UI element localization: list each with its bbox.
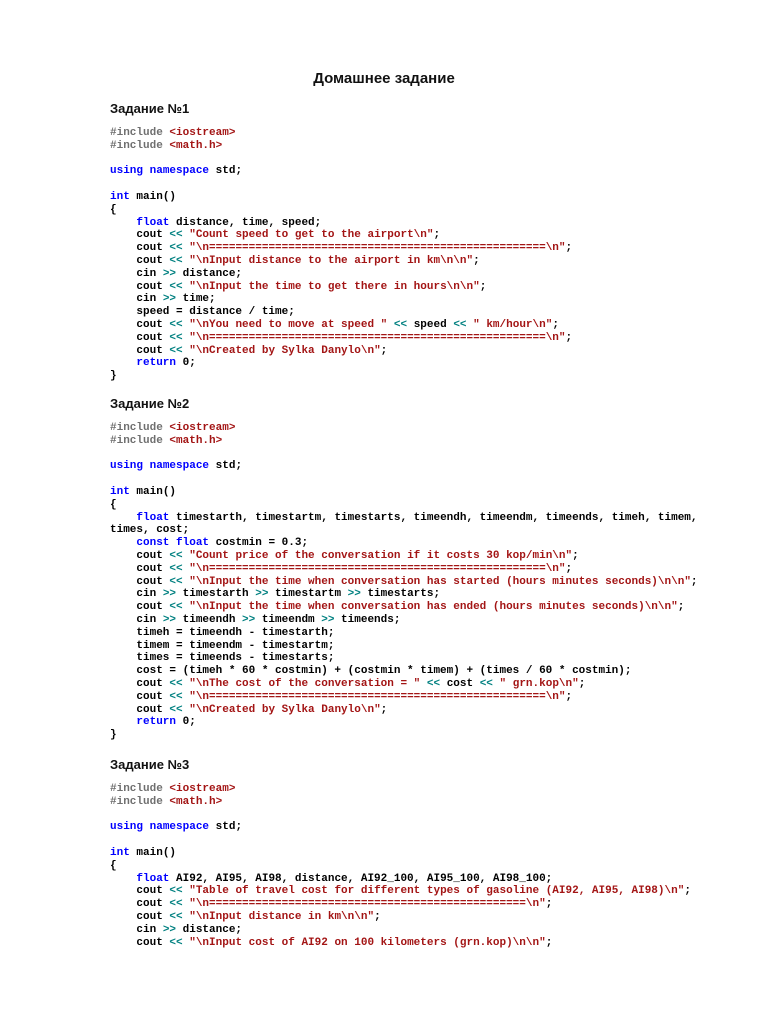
code-line xyxy=(110,127,572,140)
code-token: " km/hour\n" xyxy=(473,318,553,331)
code-token: { xyxy=(110,203,117,216)
code-token: << xyxy=(169,229,183,242)
code-token: std; xyxy=(209,821,243,834)
code-token: << xyxy=(169,331,183,344)
code-token: #include xyxy=(110,127,170,139)
code-token: >> xyxy=(162,588,177,601)
code-token: << xyxy=(169,549,183,562)
code-token: "\n================================================\n" xyxy=(189,898,546,911)
code-line xyxy=(110,704,698,717)
code-token: times = timeends - timestarts; xyxy=(110,652,335,665)
task-1-heading: Задание №1 xyxy=(110,101,190,116)
code-line xyxy=(110,448,698,461)
code-line xyxy=(110,357,572,370)
code-token xyxy=(110,217,136,229)
code-token: time; xyxy=(176,293,216,306)
code-token: std; xyxy=(209,165,243,178)
code-token: int xyxy=(110,485,130,498)
code-line xyxy=(110,729,698,742)
code-token: timeendh xyxy=(176,613,243,626)
code-line xyxy=(110,911,691,924)
code-token: distance; xyxy=(176,923,243,936)
code-line xyxy=(110,924,691,937)
code-token: namespace xyxy=(149,165,210,178)
document-title: Домашнее задание xyxy=(313,70,455,87)
code-token: times, cost; xyxy=(110,524,190,537)
code-token: "\nYou need to move at speed " xyxy=(189,318,388,331)
code-token: ; xyxy=(572,549,579,562)
code-line xyxy=(110,140,572,153)
code-token: << xyxy=(479,677,493,690)
code-token: distance, time, speed; xyxy=(169,216,322,229)
code-token: main() xyxy=(129,846,177,859)
code-token: { xyxy=(110,498,117,511)
code-line xyxy=(110,345,572,358)
code-token: "Count price of the conversation if it costs 30 kop/min\n" xyxy=(189,549,573,562)
code-line xyxy=(110,576,698,589)
task-2-heading: Задание №2 xyxy=(110,396,190,411)
code-token: int xyxy=(110,190,130,203)
code-line xyxy=(110,860,691,873)
code-token xyxy=(110,357,136,369)
code-token: <math.h> xyxy=(169,139,223,152)
code-token xyxy=(110,716,136,728)
code-line xyxy=(110,678,698,691)
code-line xyxy=(110,614,698,627)
code-token: 0; xyxy=(176,716,196,729)
code-token: <iostream> xyxy=(169,127,236,139)
code-token: main() xyxy=(129,485,177,498)
code-token: "\nInput the time to get there in hours\n\n" xyxy=(189,280,480,293)
code-line xyxy=(110,153,572,166)
code-line xyxy=(110,229,572,242)
code-token: << xyxy=(169,280,183,293)
code-token: AI92, AI95, AI98, distance, AI92_100, AI95_100, AI98_100; xyxy=(169,872,553,885)
code-token: "\n===================================================\n" xyxy=(189,562,566,575)
code-line xyxy=(110,796,691,809)
code-token: >> xyxy=(162,293,177,306)
code-token: cout xyxy=(110,331,170,344)
code-token: >> xyxy=(347,588,361,601)
code-token: << xyxy=(169,910,183,923)
code-token: } xyxy=(110,729,117,742)
code-token: >> xyxy=(242,613,256,626)
code-line xyxy=(110,255,572,268)
code-token: #include xyxy=(110,783,170,795)
code-token: cout xyxy=(110,318,170,331)
code-token: cout xyxy=(110,562,170,575)
code-token: timestarts; xyxy=(360,588,441,601)
code-line xyxy=(110,652,698,665)
code-token: float xyxy=(136,216,170,229)
code-token: cost xyxy=(440,677,480,690)
code-token: ; xyxy=(565,562,573,575)
code-line xyxy=(110,524,698,537)
code-line xyxy=(110,691,698,704)
code-token: cout xyxy=(110,254,170,267)
code-token: cout xyxy=(110,703,170,716)
code-line xyxy=(110,809,691,822)
code-token: "\nInput cost of AI92 on 100 kilometers (grn.kop)\n\n" xyxy=(189,936,546,949)
code-token xyxy=(143,460,150,472)
code-token: >> xyxy=(162,267,177,280)
code-token: return xyxy=(136,716,177,729)
code-token: timestarth xyxy=(176,588,256,601)
code-line xyxy=(110,563,698,576)
code-token xyxy=(110,537,136,549)
code-line xyxy=(110,242,572,255)
code-line xyxy=(110,281,572,294)
code-token: << xyxy=(169,242,183,255)
code-token: << xyxy=(169,575,183,588)
code-token: timestartm xyxy=(268,588,348,601)
code-token: cout xyxy=(110,601,170,614)
code-line xyxy=(110,783,691,796)
code-token: << xyxy=(393,318,408,331)
code-token: "\nThe cost of the conversation = " xyxy=(189,677,421,690)
code-token: ; xyxy=(473,254,480,267)
code-line xyxy=(110,873,691,886)
code-token: 0; xyxy=(176,357,196,370)
code-line xyxy=(110,834,691,847)
code-line xyxy=(110,821,691,834)
code-line xyxy=(110,268,572,281)
code-token: <iostream> xyxy=(169,422,236,434)
code-token: ; xyxy=(380,344,388,357)
code-token: "\nCreated by Sylka Danylo\n" xyxy=(189,344,381,357)
code-token: >> xyxy=(321,613,335,626)
code-token: cout xyxy=(110,575,170,588)
code-token xyxy=(420,678,427,690)
code-token: "\n===================================================\n" xyxy=(189,242,566,255)
code-token: ; xyxy=(565,331,573,344)
code-token: << xyxy=(453,318,467,331)
code-token: "\n===================================================\n" xyxy=(189,690,566,703)
code-token: cout xyxy=(110,936,170,949)
code-token: "\n===================================================\n" xyxy=(189,331,566,344)
code-token: cout xyxy=(110,690,170,703)
code-line xyxy=(110,898,691,911)
code-token: #include xyxy=(110,795,170,808)
code-token: using xyxy=(110,460,144,473)
code-line xyxy=(110,332,572,345)
code-token: ; xyxy=(380,703,388,716)
task-3-heading: Задание №3 xyxy=(110,757,190,772)
code-token: { xyxy=(110,859,117,872)
code-token: >> xyxy=(162,923,177,936)
code-line xyxy=(110,847,691,860)
code-token: "\nInput distance in km\n\n" xyxy=(189,910,375,923)
code-token: ; xyxy=(479,280,487,293)
code-token: cout xyxy=(110,898,170,911)
code-token: cout xyxy=(110,344,170,357)
code-token xyxy=(387,319,394,331)
code-line xyxy=(110,716,698,729)
code-token: speed = distance / time; xyxy=(110,306,295,319)
code-token: << xyxy=(169,254,183,267)
code-token: <iostream> xyxy=(169,783,236,795)
code-token: << xyxy=(169,885,183,898)
code-token: ; xyxy=(677,601,685,614)
code-token: ; xyxy=(545,936,553,949)
task-3-code-block xyxy=(110,783,691,949)
code-token: speed xyxy=(407,318,454,331)
code-token xyxy=(143,821,150,833)
code-line xyxy=(110,627,698,640)
code-token: float xyxy=(176,537,210,550)
code-token: ; xyxy=(684,885,691,898)
code-token: << xyxy=(169,936,183,949)
code-token: namespace xyxy=(149,821,210,834)
code-token: << xyxy=(169,562,183,575)
code-token xyxy=(110,873,136,885)
code-token: "Count speed to get to the airport\n" xyxy=(189,229,434,242)
code-line xyxy=(110,460,698,473)
code-token: timeendm xyxy=(255,613,322,626)
code-token: ; xyxy=(565,242,573,255)
code-line xyxy=(110,422,698,435)
code-token: cin xyxy=(110,293,163,306)
code-line xyxy=(110,486,698,499)
code-token: cout xyxy=(110,280,170,293)
code-token: distance; xyxy=(176,267,243,280)
code-line xyxy=(110,665,698,678)
code-token: std; xyxy=(209,460,243,473)
code-line xyxy=(110,306,572,319)
code-line xyxy=(110,588,698,601)
code-token: costmin = 0.3; xyxy=(209,537,309,550)
code-line xyxy=(110,178,572,191)
code-token: >> xyxy=(255,588,269,601)
code-token: << xyxy=(169,677,183,690)
code-token: float xyxy=(136,511,170,524)
task-1-code-block xyxy=(110,127,572,383)
code-token: main() xyxy=(129,190,177,203)
code-token: << xyxy=(169,318,183,331)
code-token: ; xyxy=(545,898,553,911)
code-token: cost = (timeh * 60 * costmin) + (costmin * timem) + (times / 60 * costmin); xyxy=(110,665,632,678)
code-token: #include xyxy=(110,422,170,434)
code-token: ; xyxy=(565,690,573,703)
code-line xyxy=(110,217,572,230)
code-token: } xyxy=(110,370,117,383)
code-token: cout xyxy=(110,242,170,255)
code-line xyxy=(110,293,572,306)
code-token: ; xyxy=(578,677,586,690)
code-token: << xyxy=(169,898,183,911)
code-line xyxy=(110,191,572,204)
code-token: cout xyxy=(110,549,170,562)
code-token: << xyxy=(426,677,441,690)
code-token: cin xyxy=(110,923,163,936)
code-token: ; xyxy=(433,229,441,242)
code-line xyxy=(110,885,691,898)
code-token: ; xyxy=(552,318,559,331)
code-token: cout xyxy=(110,910,170,923)
code-line xyxy=(110,370,572,383)
code-token: using xyxy=(110,821,144,834)
code-token: "\nInput distance to the airport in km\n\n" xyxy=(189,254,474,267)
code-token: float xyxy=(136,872,170,885)
code-token: timestarth, timestartm, timestarts, timeendh, timeendm, timeends, timeh, timem, xyxy=(169,511,698,524)
code-token: " grn.kop\n" xyxy=(499,677,579,690)
code-token: cout xyxy=(110,229,170,242)
code-line xyxy=(110,512,698,525)
code-line xyxy=(110,165,572,178)
code-line xyxy=(110,473,698,486)
code-token xyxy=(493,678,500,690)
code-line xyxy=(110,550,698,563)
code-line xyxy=(110,319,572,332)
code-line xyxy=(110,537,698,550)
code-token: << xyxy=(169,690,183,703)
code-line xyxy=(110,435,698,448)
code-token: #include xyxy=(110,434,170,447)
code-token: namespace xyxy=(149,460,210,473)
code-token: << xyxy=(169,344,183,357)
code-token: #include xyxy=(110,139,170,152)
code-token: const xyxy=(136,537,170,550)
code-token: cout xyxy=(110,885,170,898)
code-token: cin xyxy=(110,267,163,280)
code-token: cin xyxy=(110,588,163,601)
code-token xyxy=(143,165,150,177)
task-2-code-block xyxy=(110,422,698,742)
code-token: timeends; xyxy=(334,613,401,626)
code-token: "\nInput the time when conversation has started (hours minutes seconds)\n\n" xyxy=(189,575,691,588)
code-token: "\nInput the time when conversation has ended (hours minutes seconds)\n\n" xyxy=(189,601,678,614)
code-line xyxy=(110,499,698,512)
code-token: ; xyxy=(374,910,381,923)
code-token: >> xyxy=(162,613,177,626)
code-token: int xyxy=(110,846,130,859)
code-line xyxy=(110,640,698,653)
code-line xyxy=(110,601,698,614)
code-token: cout xyxy=(110,677,170,690)
code-token: timem = timeendm - timestartm; xyxy=(110,639,335,652)
code-token: <math.h> xyxy=(169,795,223,808)
code-line xyxy=(110,937,691,950)
code-token: << xyxy=(169,601,183,614)
code-token: cin xyxy=(110,613,163,626)
code-token: "Table of travel cost for different types of gasoline (AI92, AI95, AI98)\n" xyxy=(189,885,685,898)
code-token: << xyxy=(169,703,183,716)
code-token: return xyxy=(136,357,177,370)
code-token: timeh = timeendh - timestarth; xyxy=(110,626,335,639)
code-line xyxy=(110,204,572,217)
code-token: <math.h> xyxy=(169,434,223,447)
code-token xyxy=(110,512,136,524)
code-token: using xyxy=(110,165,144,178)
code-token: "\nCreated by Sylka Danylo\n" xyxy=(189,703,381,716)
code-token: ; xyxy=(690,575,698,588)
